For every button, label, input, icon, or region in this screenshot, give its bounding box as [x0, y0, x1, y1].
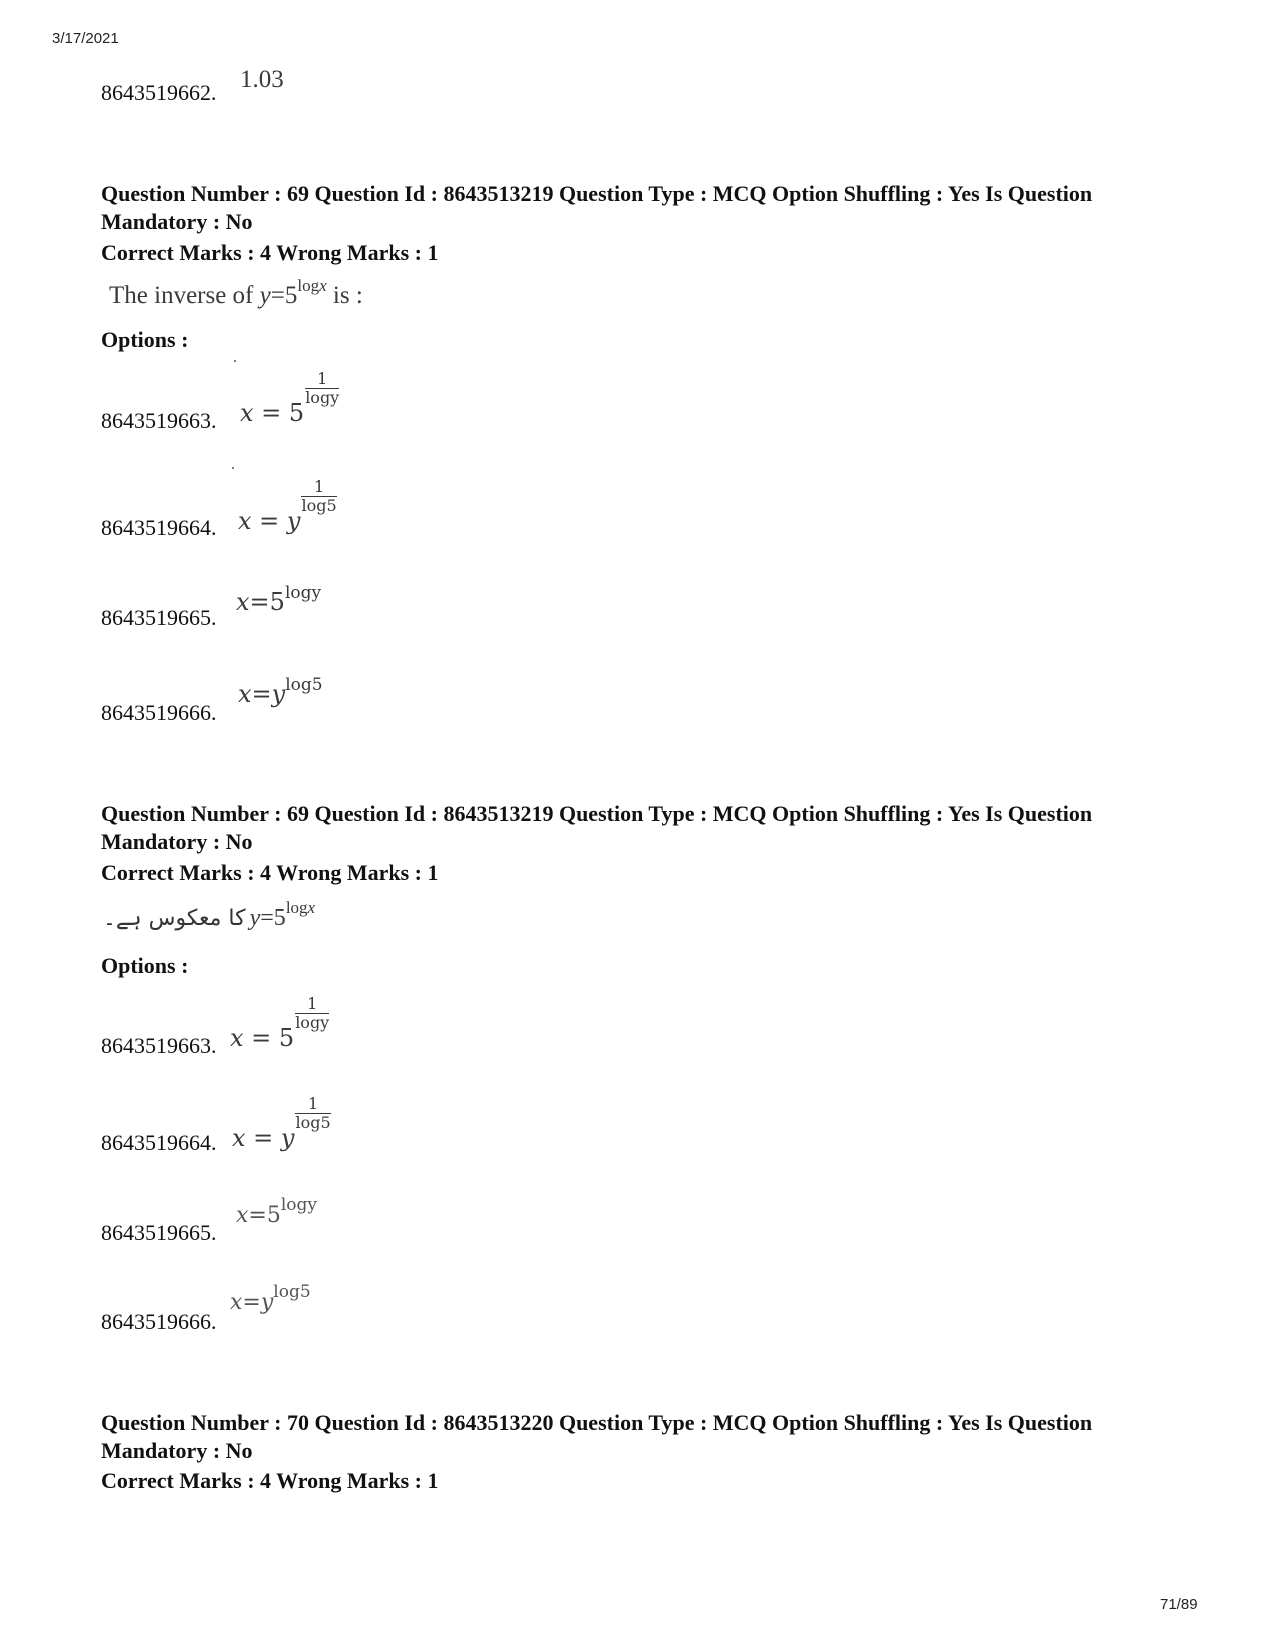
- option-id: 8643519664.: [101, 1130, 217, 1155]
- question-header: Question Number : 69 Question Id : 8643513219 Question Type : MCQ Option Shuffling : Yes Is Question Mandatory : No: [101, 801, 1093, 854]
- option-formula: $x=y^{log5}$: [238, 675, 323, 708]
- question-marks: Correct Marks : 4 Wrong Marks : 1: [101, 860, 439, 885]
- option-id: 8643519663.: [101, 408, 217, 433]
- question-header: Question Number : 69 Question Id : 8643513219 Question Type : MCQ Option Shuffling : Yes Is Question Mandatory : No: [101, 181, 1093, 234]
- print-date: 3/17/2021: [52, 30, 119, 47]
- option-formula: $x=5^{logy}$: [236, 1195, 318, 1228]
- option-id: 8643519663.: [101, 1033, 217, 1058]
- option-id: 8643519664.: [101, 515, 217, 540]
- question-stem: کا معکوس ہے۔ $y=5^{logx}$: [103, 898, 316, 931]
- stray-dot: [232, 467, 234, 469]
- page-number: 71/89: [1160, 1596, 1198, 1613]
- option-formula: x = 5 $\frac{1}{\log y}$: [240, 369, 340, 427]
- option-formula: $x=y^{log5}$: [230, 1282, 311, 1315]
- option-value: 1.03: [240, 66, 284, 93]
- question-stem: The inverse of $y=5^{logx}$ is :: [109, 276, 363, 309]
- option-id: 8643519662.: [101, 80, 217, 105]
- option-id: 8643519665.: [101, 1220, 217, 1245]
- question-marks: Correct Marks : 4 Wrong Marks : 1: [101, 240, 439, 265]
- option-id: 8643519665.: [101, 605, 217, 630]
- option-id: 8643519666.: [101, 1309, 217, 1334]
- question-marks: Correct Marks : 4 Wrong Marks : 1: [101, 1468, 439, 1493]
- question-header: Question Number : 70 Question Id : 8643513220 Question Type : MCQ Option Shuffling : Yes Is Question Mandatory : No: [101, 1410, 1093, 1463]
- options-label: Options :: [101, 953, 189, 978]
- option-formula: x = y $\frac{1}{\log 5}$: [232, 1094, 331, 1152]
- option-formula: x = 5 $\frac{1}{\log y}$: [230, 994, 330, 1052]
- option-id: 8643519666.: [101, 700, 217, 725]
- option-formula: x = y $\frac{1}{\log 5}$: [238, 477, 337, 535]
- option-formula: $x=5^{logy}$: [236, 583, 322, 616]
- stray-dot: [234, 360, 236, 362]
- options-label: Options :: [101, 327, 189, 352]
